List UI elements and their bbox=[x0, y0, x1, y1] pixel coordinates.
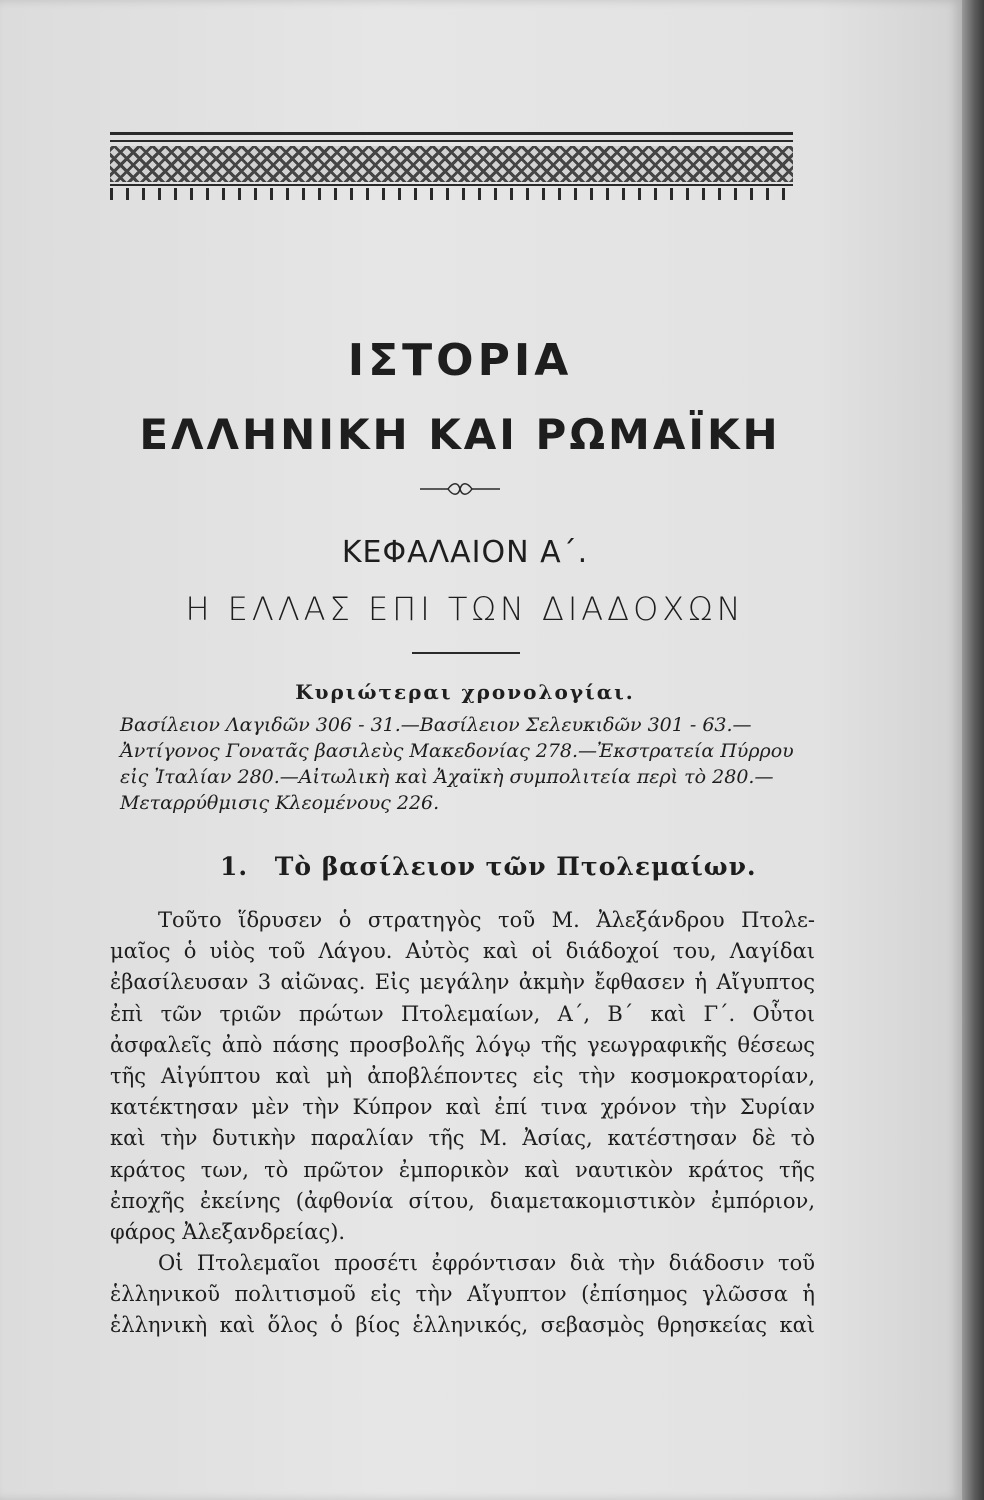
body-line: καὶ τὴν δυτικὴν παραλίαν τῆς Μ. Ἀσίας, κατέστησαν δὲ τὸ bbox=[110, 1126, 815, 1151]
chronology-line: Ἀντίγονος Γονατᾶς βασιλεὺς Μακεδονίας 278.—Ἐκστρατεία Πύρρου bbox=[120, 740, 794, 762]
book-title: ΙΣΤΟΡΙΑ bbox=[347, 335, 573, 386]
chronology-line: εἰς Ἰταλίαν 280.—Αἰτωλικὴ καὶ Ἀχαϊκὴ συμπολιτεία περὶ τὸ 280.— bbox=[120, 766, 774, 788]
section-number: 1. bbox=[220, 852, 249, 881]
chronology-line: Βασίλειον Λαγιδῶν 306 - 31.—Βασίλειον Σελευκιδῶν 301 - 63.— bbox=[120, 714, 752, 736]
body-line: ἑλληνικὴ καὶ ὅλος ὁ βίος ἑλληνικός, σεβασμὸς θρησκείας καὶ bbox=[110, 1313, 815, 1338]
body-line: ἐπὶ τῶν τριῶν πρώτων Πτολεμαίων, Α΄, Β΄ καὶ Γ΄. Οὗτοι bbox=[110, 1001, 815, 1026]
ornament-rule-second bbox=[110, 140, 793, 142]
ornamental-header-band bbox=[110, 132, 793, 204]
ornament-rule-bottom bbox=[110, 184, 793, 186]
body-line: Οἱ Πτολεμαῖοι προσέτι ἐφρόντισαν διὰ τὴν διάδοσιν τοῦ bbox=[158, 1251, 815, 1276]
ornament-pattern-band bbox=[110, 146, 793, 182]
book-subtitle: ΕΛΛΗΝΙΚΗ ΚΑΙ ΡΩΜΑΪΚΗ bbox=[139, 410, 781, 459]
body-line: μαῖος ὁ υἱὸς τοῦ Λάγου. Αὐτὸς καὶ οἱ διάδοχοί του, Λαγίδαι bbox=[110, 939, 815, 964]
chronology-line: Μεταρρύθμισις Κλεομένους 226. bbox=[120, 792, 440, 814]
chapter-rule bbox=[412, 652, 520, 654]
body-line: Τοῦτο ἵδρυσεν ὁ στρατηγὸς τοῦ Μ. Ἀλεξάνδρου Πτολε- bbox=[158, 908, 815, 932]
body-text bbox=[110, 905, 815, 1342]
page-edge-shadow bbox=[962, 0, 984, 1500]
body-line: ἑλληνικοῦ πολιτισμοῦ εἰς τὴν Αἴγυπτον (ἐπίσημος γλῶσσα ἡ bbox=[110, 1282, 815, 1307]
ornament-fringe bbox=[110, 188, 793, 200]
chapter-title: Η ΕΛΛΑΣ ΕΠΙ ΤΩΝ ΔΙΑΔΟΧΩΝ bbox=[185, 590, 745, 628]
body-line: κατέκτησαν μὲν τὴν Κύπρον καὶ ἐπί τινα χρόνον τὴν Συρίαν bbox=[110, 1095, 815, 1120]
body-line: κράτος των, τὸ πρῶτον ἐμπορικὸν καὶ ναυτικὸν κράτος τῆς bbox=[110, 1157, 815, 1182]
body-line: τῆς Αἰγύπτου καὶ μὴ ἀποβλέποντες εἰς τὴν κοσμοκρατορίαν, bbox=[110, 1063, 815, 1088]
ornament-rule-top bbox=[110, 132, 793, 135]
body-line: ἐποχῆς ἐκείνης (ἀφθονία σίτου, διαμετακομιστικὸν ἐμπόριον, bbox=[110, 1188, 815, 1213]
body-line: φάρος Ἀλεξανδρείας). bbox=[110, 1219, 346, 1244]
body-line: ἐβασίλευσαν 3 αἰῶνας. Εἰς μεγάλην ἀκμὴν ἔφθασεν ἡ Αἴγυπτος bbox=[110, 970, 815, 995]
body-line: ἀσφαλεῖς ἀπὸ πάσης προσβολῆς λόγῳ τῆς γεωγραφικῆς θέσεως bbox=[110, 1032, 815, 1057]
chronology-heading: Κυριώτεραι χρονολογίαι. bbox=[295, 680, 635, 704]
chronology-text bbox=[120, 712, 820, 816]
section-title: Τὸ βασίλειον τῶν Πτολεμαίων. bbox=[274, 852, 757, 881]
section-heading bbox=[220, 852, 820, 881]
chapter-label: ΚΕΦΑΛΑΙΟΝ Α΄. bbox=[341, 535, 589, 570]
flourish-divider bbox=[420, 480, 500, 498]
